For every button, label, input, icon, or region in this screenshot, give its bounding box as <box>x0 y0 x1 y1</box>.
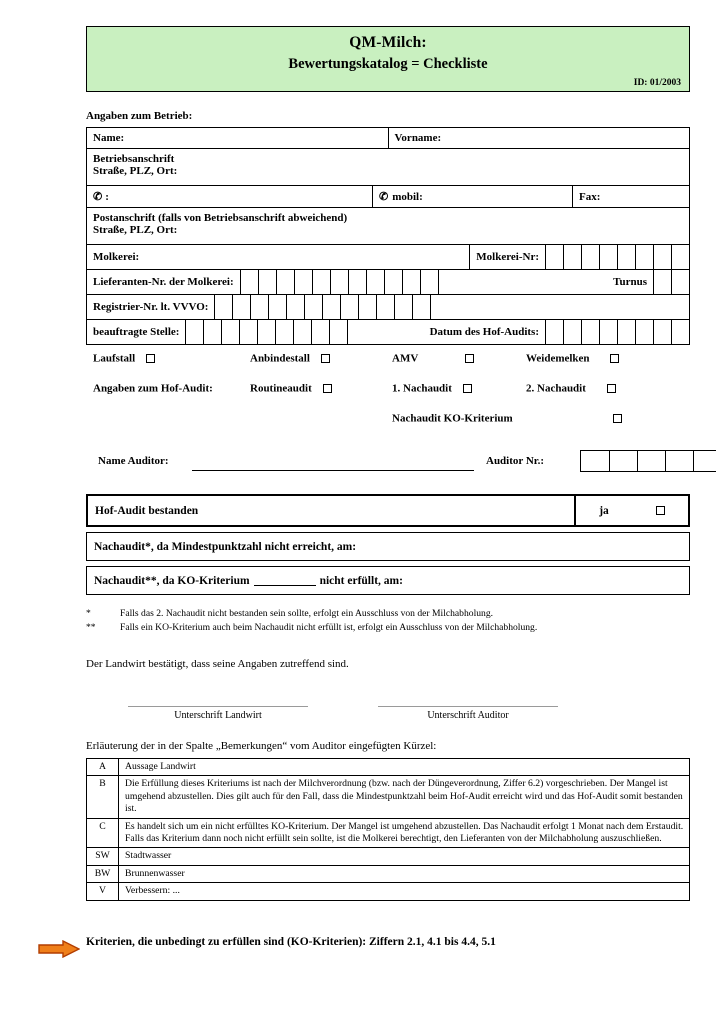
document-title: QM-Milch: <box>349 34 427 51</box>
footnote-marker: ** <box>86 622 96 633</box>
registrier-nr-boxes[interactable] <box>214 295 430 319</box>
betriebsanschrift-line2: Straße, PLZ, Ort: <box>93 165 178 177</box>
checkbox-label-amv: AMV <box>392 352 419 365</box>
footnote-text: Falls das 2. Nachaudit nicht bestanden sein sollte, erfolgt ein Ausschluss von der Milchabholung. <box>120 608 494 619</box>
char-box[interactable] <box>635 245 653 269</box>
legend-text: Verbessern: ... <box>119 883 690 900</box>
checkbox-amv[interactable] <box>465 354 474 363</box>
telephone-icon: ✆ <box>93 191 103 203</box>
table-row <box>87 759 690 776</box>
char-box[interactable] <box>394 295 412 319</box>
char-box[interactable] <box>617 245 635 269</box>
legend-text: Es handelt sich um ein nicht erfülltes KO-Kriterium. Der Mangel ist umgehend abzustellen. Das Nachaudit erfolgt 1 Monat nach dem Erstaudit. Falls das Kriterium dann noch nicht erfüllt sein sollte, ist die Molkerei berechtigt, den Lieferanten von der Milchabholung auszuschließen. <box>119 818 690 848</box>
char-box[interactable] <box>665 451 693 471</box>
field-beauftragte-label: beauftragte Stelle: <box>93 326 180 338</box>
molkerei-nr-boxes[interactable] <box>545 245 689 269</box>
char-box[interactable] <box>545 245 563 269</box>
char-box[interactable] <box>637 451 665 471</box>
char-box[interactable] <box>609 451 637 471</box>
field-name[interactable] <box>87 128 389 149</box>
registrier-row <box>87 295 690 320</box>
table-row-contact <box>87 186 690 208</box>
char-box[interactable] <box>286 295 304 319</box>
molkerei-row <box>87 245 690 270</box>
postanschrift-line1: Postanschrift (falls von Betriebsanschrift abweichend) <box>93 212 348 224</box>
char-box[interactable] <box>376 295 394 319</box>
checkbox-label-anbindestall: Anbindestall <box>250 352 310 365</box>
table-row-beauftragte <box>87 320 690 345</box>
turnus-boxes[interactable] <box>653 270 689 294</box>
checkbox-row-stalltyp <box>86 352 690 382</box>
signature-landwirt-label: Unterschrift Landwirt <box>174 710 262 721</box>
checkbox-group-laufstall[interactable] <box>93 352 155 364</box>
field-mobil-label: mobil: <box>392 190 423 203</box>
footnote-item <box>86 608 690 619</box>
char-box[interactable] <box>412 295 430 319</box>
char-box[interactable] <box>322 295 340 319</box>
char-box[interactable] <box>653 270 671 294</box>
char-box[interactable] <box>671 245 689 269</box>
char-box[interactable] <box>671 270 689 294</box>
checkbox-anbindestall[interactable] <box>321 354 330 363</box>
char-box[interactable] <box>311 320 329 344</box>
right-arrow-icon <box>38 940 80 958</box>
char-box[interactable] <box>563 320 581 344</box>
char-box[interactable] <box>581 451 609 471</box>
legend-key: V <box>87 883 119 900</box>
checkbox-nachaudit-ko[interactable] <box>613 414 622 423</box>
beauftragte-row <box>87 320 690 345</box>
char-box[interactable] <box>294 270 312 294</box>
field-molkerei-nr-label: Molkerei-Nr: <box>476 251 539 263</box>
field-telefon-label: : <box>105 190 109 203</box>
char-box[interactable] <box>185 320 203 344</box>
checkbox-group-nachaudit-2[interactable] <box>526 382 616 394</box>
result-hof-audit-bestanden <box>86 494 690 527</box>
field-betriebsanschrift[interactable] <box>87 149 690 186</box>
table-row <box>87 776 690 818</box>
checkbox-label-nachaudit-ko: Nachaudit KO-Kriterium <box>392 412 513 425</box>
char-box[interactable] <box>563 245 581 269</box>
label-angaben-hof-audit <box>93 382 213 394</box>
result-nachaudit-punktzahl-label: Nachaudit*, da Mindestpunktzahl nicht erreicht, am: <box>94 540 357 553</box>
char-box[interactable] <box>258 270 276 294</box>
checkbox-hof-audit-bestanden-ja[interactable] <box>656 506 665 515</box>
auditor-name-label: Name Auditor: <box>98 455 169 467</box>
char-box[interactable] <box>402 270 420 294</box>
postanschrift-line2: Straße, PLZ, Ort: <box>93 224 178 236</box>
char-box[interactable] <box>304 295 322 319</box>
char-box[interactable] <box>239 320 257 344</box>
checkbox-group-weidemelken[interactable] <box>526 352 619 364</box>
registrier-filler <box>430 295 689 319</box>
signature-rule <box>378 706 558 707</box>
char-box[interactable] <box>545 320 563 344</box>
legend-explanation: Erläuterung der in der Spalte „Bemerkungen“ vom Auditor eingefügten Kürzel: <box>86 740 437 752</box>
betriebsanschrift-line1: Betriebsanschrift <box>93 153 175 165</box>
lieferanten-row <box>87 270 690 295</box>
char-box[interactable] <box>221 320 239 344</box>
checkbox-group-nachaudit-ko[interactable] <box>392 412 622 424</box>
checkbox-group-amv[interactable] <box>392 352 474 364</box>
checkbox-label-routineaudit: Routineaudit <box>250 382 312 395</box>
signature-rule <box>128 706 308 707</box>
checkbox-nachaudit-2[interactable] <box>607 384 616 393</box>
char-box[interactable] <box>203 320 221 344</box>
legend-text: Die Erfüllung dieses Kriteriums ist nach der Milchverordnung (bzw. nach der Düngeverordnung, Ziffer 6.2) vorgeschrieben. Der Mangel ist umgehend abzustellen. Dies gilt auch für den Fall, dass die Mindestpunktzahl beim Hof-Audit erreicht wird und das Hof-Audit somit bestanden ist. <box>119 776 690 818</box>
signature-auditor <box>378 706 558 721</box>
field-lieferanten-label-wrap <box>87 270 240 294</box>
table-row-registrier <box>87 295 690 320</box>
angaben-hof-audit-text: Angaben zum Hof-Audit: <box>93 382 213 395</box>
checkbox-nachaudit-1[interactable] <box>463 384 472 393</box>
table-row-betriebsanschrift <box>87 149 690 186</box>
legend-key: C <box>87 818 119 848</box>
checkbox-group-routineaudit[interactable] <box>250 382 332 394</box>
char-box[interactable] <box>358 295 376 319</box>
table-row <box>87 865 690 882</box>
legend-key: BW <box>87 865 119 882</box>
checkbox-label-laufstall: Laufstall <box>93 352 136 365</box>
result-nachaudit-ko-label-2: nicht erfüllt, am: <box>319 574 403 587</box>
table-row <box>87 883 690 900</box>
char-box[interactable] <box>581 245 599 269</box>
char-box[interactable] <box>268 295 286 319</box>
char-box[interactable] <box>599 245 617 269</box>
checkbox-routineaudit[interactable] <box>323 384 332 393</box>
field-fax[interactable] <box>572 186 689 207</box>
legend-table <box>86 758 690 901</box>
footnote-text: Falls ein KO-Kriterium auch beim Nachaudit nicht erfüllt ist, erfolgt ein Ausschluss von der Milchabholung. <box>120 622 538 633</box>
checkbox-group-anbindestall[interactable] <box>250 352 330 364</box>
field-name-label: Name: <box>93 132 125 144</box>
checkbox-label-weidemelken: Weidemelken <box>526 352 590 365</box>
checkbox-label-nachaudit-2: 2. Nachaudit <box>526 382 586 395</box>
field-datum-label: Datum des Hof-Audits: <box>429 326 539 338</box>
document-id: ID: 01/2003 <box>633 78 681 88</box>
char-box[interactable] <box>240 270 258 294</box>
legend-key: SW <box>87 848 119 865</box>
checkbox-weidemelken[interactable] <box>610 354 619 363</box>
char-box[interactable] <box>671 320 689 344</box>
char-box[interactable] <box>232 295 250 319</box>
auditor-row <box>86 450 690 474</box>
field-mobil[interactable] <box>372 186 572 207</box>
telephone-mobile-icon: ✆ <box>379 191 389 203</box>
legend-text: Stadtwasser <box>119 848 690 865</box>
field-molkerei-nr-label-wrap <box>469 245 545 269</box>
auditor-nr-label: Auditor Nr.: <box>486 455 545 467</box>
footnotes <box>86 608 690 636</box>
field-datum-label-wrap <box>347 320 545 344</box>
field-registrier-label: Registrier-Nr. lt. VVVO: <box>93 301 209 313</box>
char-box[interactable] <box>653 320 671 344</box>
char-box[interactable] <box>653 245 671 269</box>
char-box[interactable] <box>257 320 275 344</box>
result-nachaudit-ko-label-1: Nachaudit**, da KO-Kriterium <box>94 574 250 587</box>
char-box[interactable] <box>420 270 438 294</box>
legend-key: B <box>87 776 119 818</box>
field-fax-label: Fax: <box>579 190 601 203</box>
legend-text: Brunnenwasser <box>119 865 690 882</box>
contact-row <box>87 186 690 208</box>
checkbox-laufstall[interactable] <box>146 354 155 363</box>
char-box[interactable] <box>340 295 358 319</box>
char-box[interactable] <box>635 320 653 344</box>
char-box[interactable] <box>599 320 617 344</box>
auditor-nr-boxes[interactable] <box>580 450 716 472</box>
char-box[interactable] <box>330 270 348 294</box>
footer-ko-kriterien-text: Kriterien, die unbedingt zu erfüllen sind (KO-Kriterien): Ziffern 2.1, 4.1 bis 4.4, 5.1 <box>86 936 496 948</box>
legend-key: A <box>87 759 119 776</box>
char-box[interactable] <box>617 320 635 344</box>
field-molkerei[interactable] <box>87 245 469 269</box>
field-vorname[interactable] <box>388 128 690 149</box>
field-telefon[interactable] <box>87 186 372 207</box>
confirmation-text: Der Landwirt bestätigt, dass seine Angaben zutreffend sind. <box>86 658 349 670</box>
document-header-banner <box>86 26 690 92</box>
field-molkerei-label: Molkerei: <box>93 251 140 263</box>
betrieb-info-table <box>86 127 690 345</box>
char-box[interactable] <box>293 320 311 344</box>
char-box[interactable] <box>581 320 599 344</box>
char-box[interactable] <box>275 320 293 344</box>
char-box[interactable] <box>312 270 330 294</box>
result-ja-label: ja <box>574 496 632 525</box>
char-box[interactable] <box>384 270 402 294</box>
audit-type-checkbox-area <box>86 352 690 442</box>
checkbox-label-nachaudit-1: 1. Nachaudit <box>392 382 452 395</box>
checkbox-row-ko-kriterium <box>86 412 690 442</box>
footnote-marker: * <box>86 608 91 619</box>
field-lieferanten-label: Lieferanten-Nr. der Molkerei: <box>93 276 234 288</box>
legend-text: Aussage Landwirt <box>119 759 690 776</box>
document-subtitle: Bewertungskatalog = Checkliste <box>288 56 488 72</box>
datum-boxes[interactable] <box>545 320 689 344</box>
table-row-postanschrift <box>87 208 690 245</box>
char-box[interactable] <box>214 295 232 319</box>
footnote-item <box>86 622 690 633</box>
field-registrier-label-wrap <box>87 295 214 319</box>
table-row-molkerei <box>87 245 690 270</box>
beauftragte-boxes[interactable] <box>185 320 347 344</box>
field-vorname-label: Vorname: <box>394 132 442 144</box>
turnus-label-wrap <box>438 270 653 294</box>
lieferanten-nr-boxes[interactable] <box>240 270 438 294</box>
result-ja-checkbox-wrap[interactable] <box>632 496 688 525</box>
table-row <box>87 848 690 865</box>
field-beauftragte-label-wrap <box>87 320 185 344</box>
char-box[interactable] <box>250 295 268 319</box>
signature-landwirt <box>128 706 308 721</box>
char-box[interactable] <box>348 270 366 294</box>
result-nachaudit-ko[interactable] <box>86 566 690 595</box>
checkbox-row-audittyp <box>86 382 690 412</box>
result-label: Hof-Audit bestanden <box>95 504 199 517</box>
result-nachaudit-ko-input[interactable] <box>254 575 316 586</box>
char-box[interactable] <box>693 451 716 471</box>
section-label-betrieb: Angaben zum Betrieb: <box>86 110 193 122</box>
signature-auditor-label: Unterschrift Auditor <box>427 710 509 721</box>
table-row-name <box>87 128 690 149</box>
table-row-lieferanten <box>87 270 690 295</box>
auditor-name-input[interactable] <box>192 470 474 471</box>
turnus-label: Turnus <box>613 276 647 288</box>
checkbox-group-nachaudit-1[interactable] <box>392 382 472 394</box>
table-row <box>87 818 690 848</box>
char-box[interactable] <box>366 270 384 294</box>
field-postanschrift[interactable] <box>87 208 690 245</box>
result-nachaudit-punktzahl[interactable] <box>86 532 690 561</box>
char-box[interactable] <box>276 270 294 294</box>
char-box[interactable] <box>329 320 347 344</box>
